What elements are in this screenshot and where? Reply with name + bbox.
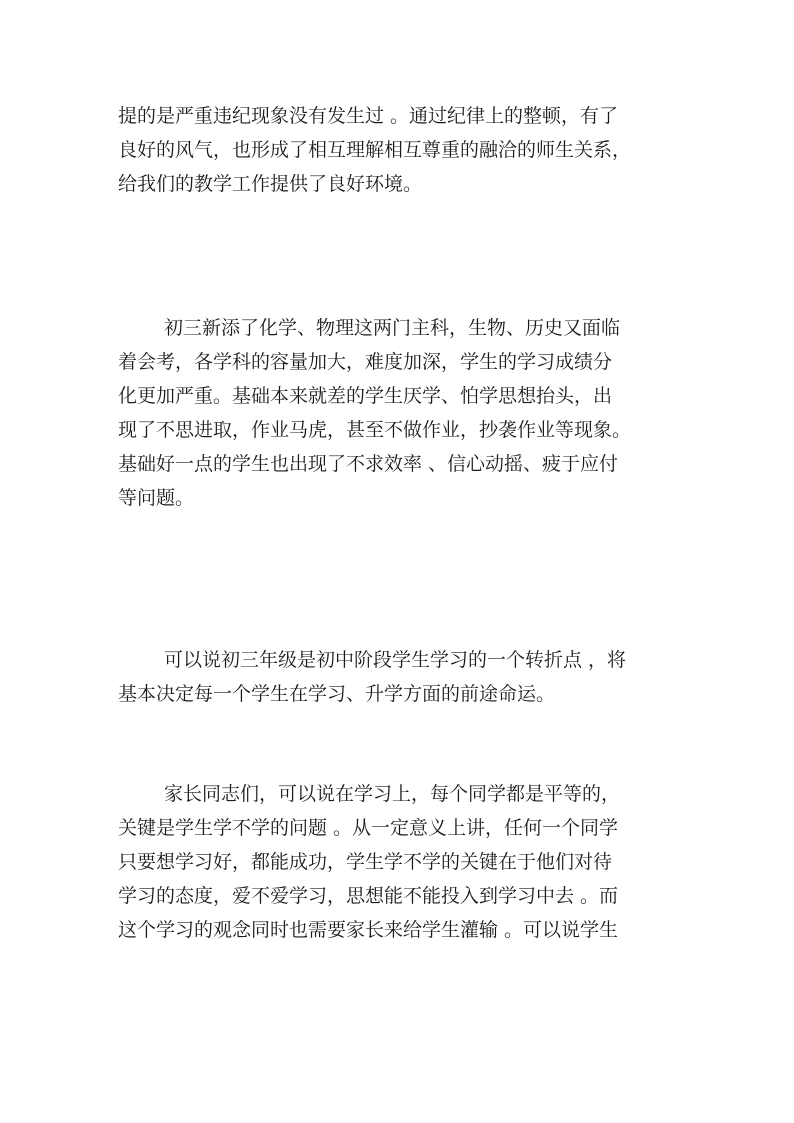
paragraph-1 xyxy=(118,99,688,201)
text-line: 可以说初三年级是初中阶段学生学习的一个转折点 ，将 xyxy=(164,649,627,671)
text-line: 初三新添了化学、物理这两门主科，生物、历史又面临 xyxy=(164,317,621,339)
text-line: 提的是严重违纪现象没有发生过 。通过纪律上的整顿，有了 xyxy=(118,105,619,127)
paragraph-3 xyxy=(118,643,688,711)
text-line: 学习的态度，爱不爱学习，思想能不能投入到学习中去 。而 xyxy=(118,885,619,907)
text-line: 等问题。 xyxy=(118,487,195,509)
text-line: 家长同志们，可以说在学习上，每个同学都是平等的， xyxy=(164,783,621,805)
text-line: 关键是学生学不学的问题 。从一定意义上讲，任何一个同学 xyxy=(118,817,619,839)
text-line: 基本决定每一个学生在学习、升学方面的前途命运。 xyxy=(118,683,556,705)
text-line: 基础好一点的学生也出现了不求效率 、信心动摇、疲于应付 xyxy=(118,453,619,475)
paragraph-2 xyxy=(118,311,688,515)
paragraph-4 xyxy=(118,777,688,947)
text-line: 良好的风气，也形成了相互理解相互尊重的融洽的师生关系， xyxy=(118,139,632,161)
text-line: 给我们的教学工作提供了良好环境。 xyxy=(118,173,423,195)
text-line: 现了不思进取，作业马虎，甚至不做作业，抄袭作业等现象。 xyxy=(118,419,632,441)
text-line: 只要想学习好，都能成功，学生学不学的关键在于他们对待 xyxy=(118,851,613,873)
text-line: 化更加严重。基础本来就差的学生厌学、怕学思想抬头，出 xyxy=(118,385,613,407)
text-line: 这个学习的观念同时也需要家长来给学生灌输 。可以说学生 xyxy=(118,919,619,941)
text-line: 着会考，各学科的容量加大，难度加深，学生的学习成绩分 xyxy=(118,351,613,373)
